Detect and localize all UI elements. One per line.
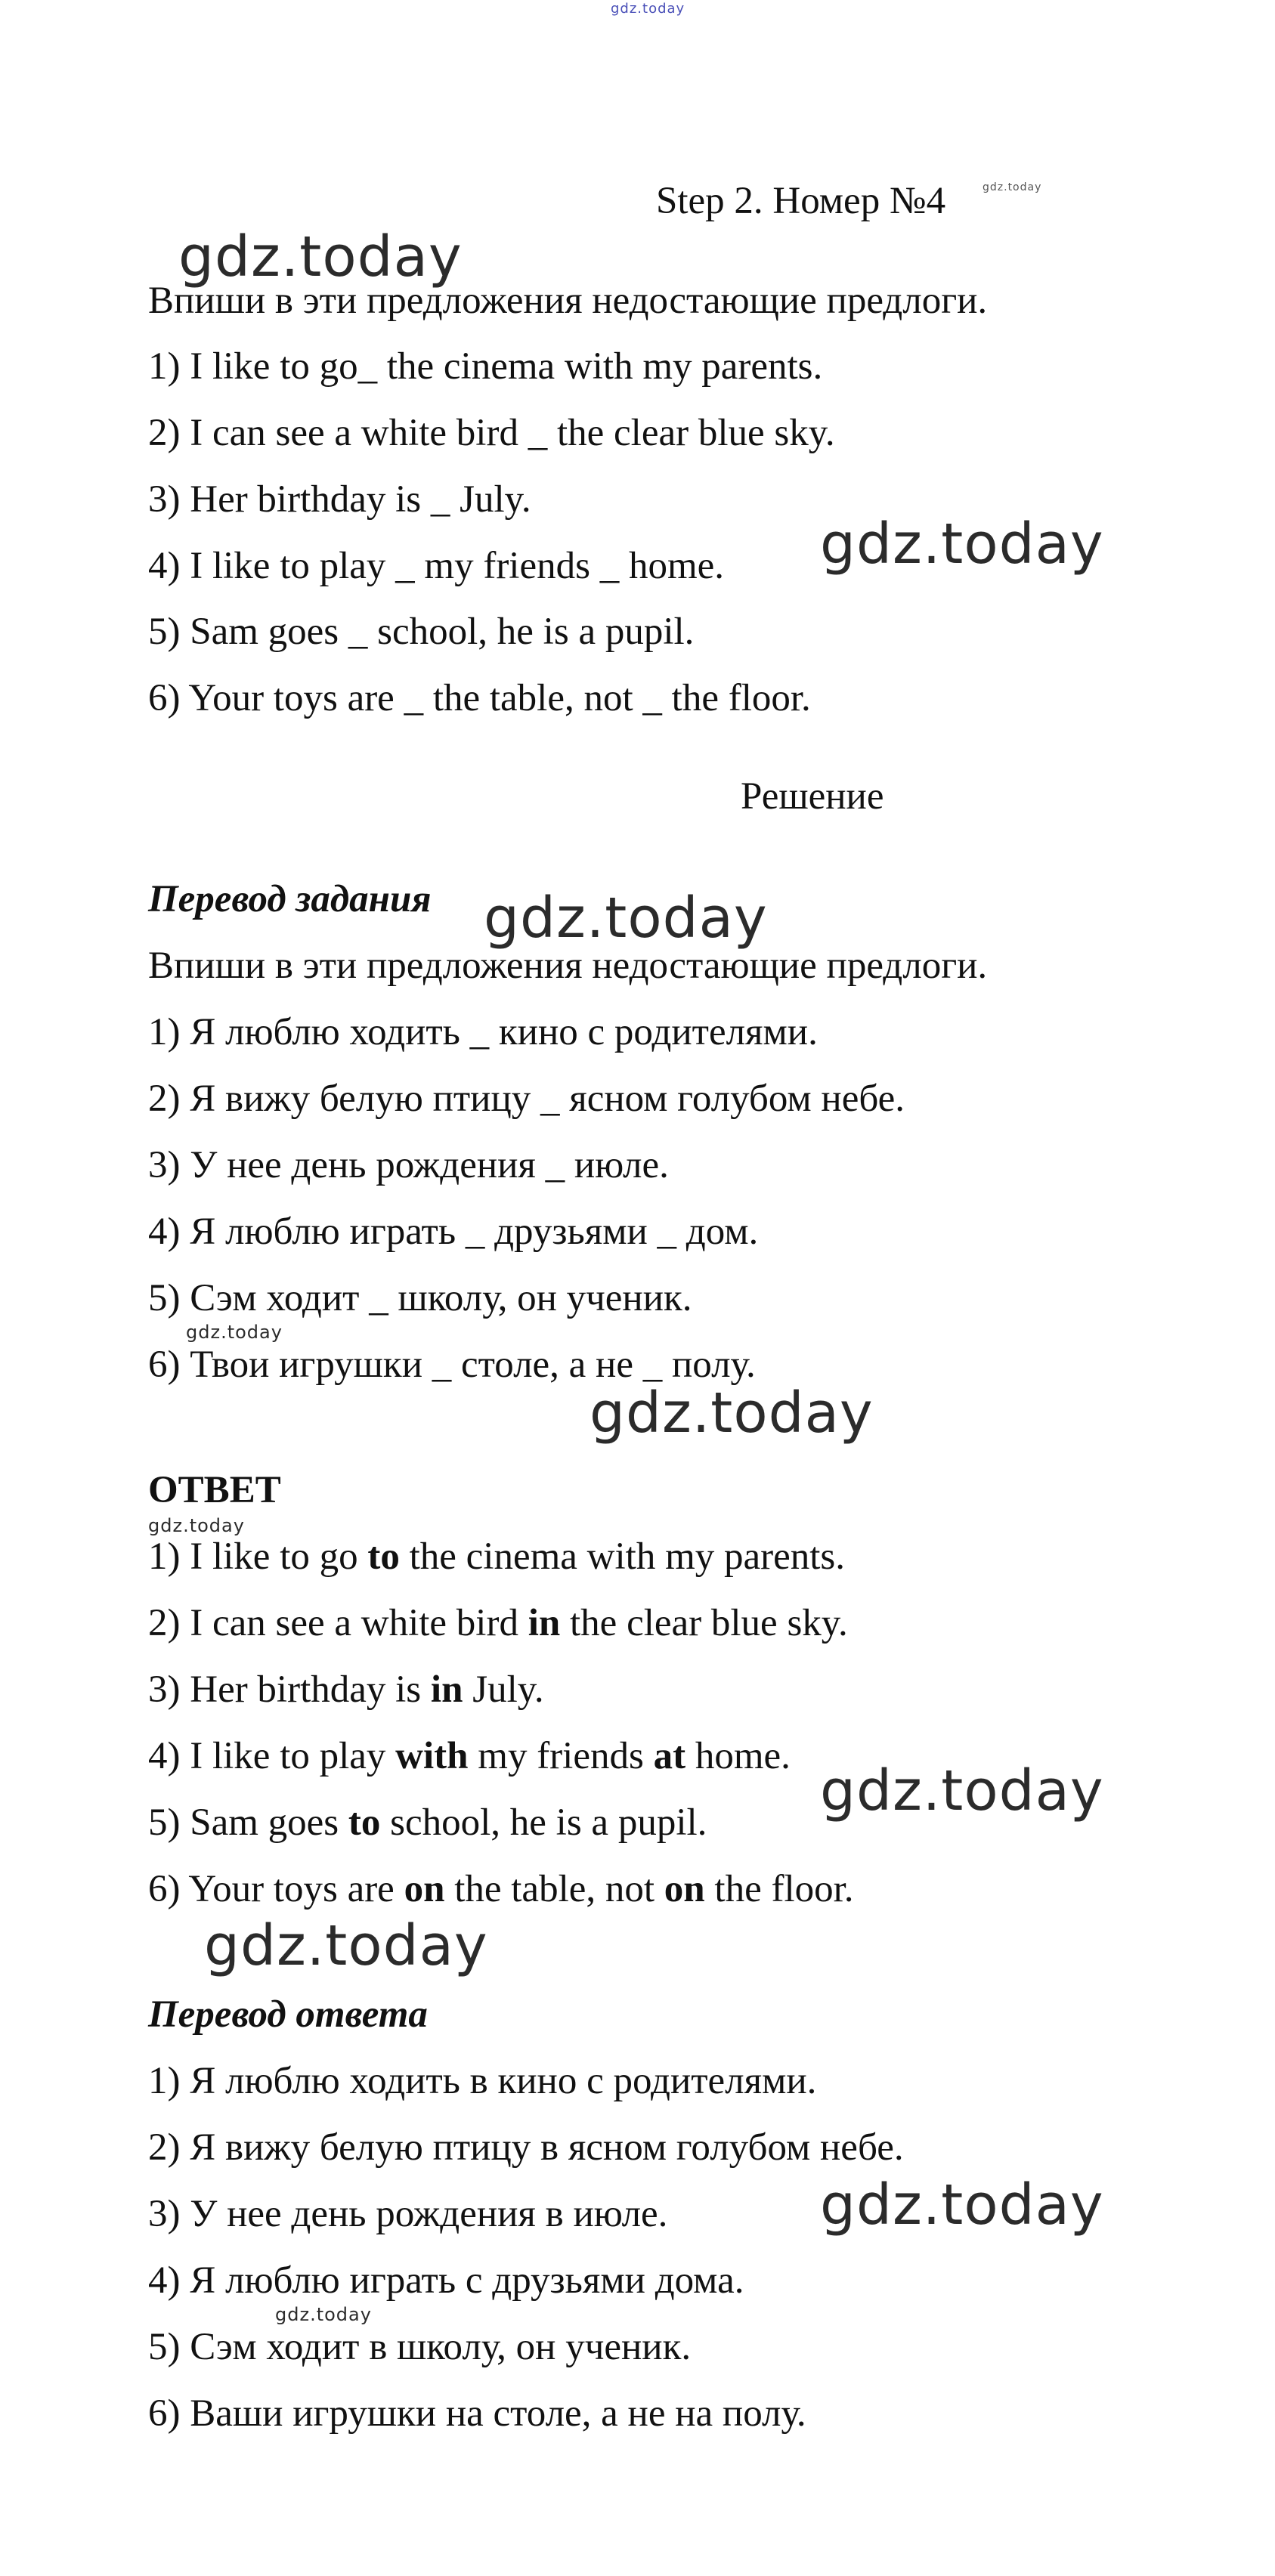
answer-text: school, he is a pupil. [380, 1801, 707, 1844]
answer-text: 4) I like to play [148, 1735, 396, 1777]
translation-item: 4) Я люблю играть _ друзьями _ дом. [148, 1211, 759, 1253]
watermark-small: gdz.today [186, 1322, 283, 1343]
watermark-small: gdz.today [148, 1515, 245, 1536]
task-instruction: Впиши в эти предложения недостающие предлоги. [148, 280, 988, 322]
answer-text: 5) Sam goes [148, 1801, 348, 1844]
answer-item [148, 1733, 791, 1779]
answer-item [148, 1800, 707, 1845]
page-title: Step 2. Номер №4 [656, 180, 946, 222]
task-item: 6) Your toys are _ the table, not _ the floor. [148, 677, 811, 719]
watermark-title: gdz.today [983, 181, 1042, 193]
answer-preposition: on [404, 1868, 445, 1910]
translation-heading: Перевод задания [148, 878, 432, 920]
answer-text: my friends [468, 1735, 654, 1777]
solution-label: Решение [741, 775, 884, 818]
answer-preposition: to [367, 1535, 400, 1578]
translation-item: 3) У нее день рождения _ июле. [148, 1144, 669, 1186]
answer-text: 3) Her birthday is [148, 1668, 431, 1711]
watermark-large: gdz.today [204, 1913, 488, 1978]
watermark-large: gdz.today [178, 224, 463, 289]
translation-item: 2) Я вижу белую птицу _ ясном голубом небе. [148, 1078, 905, 1120]
answer-translation-item: 6) Ваши игрушки на столе, а не на полу. [148, 2392, 806, 2435]
answer-preposition: at [653, 1735, 686, 1777]
translation-item: 1) Я люблю ходить _ кино с родителями. [148, 1011, 818, 1053]
translation-instruction: Впиши в эти предложения недостающие предлоги. [148, 945, 988, 987]
answer-text: 1) I like to go [148, 1535, 368, 1578]
answer-text: the cinema with my parents. [399, 1535, 846, 1578]
answer-preposition: with [395, 1735, 469, 1777]
answer-translation-item: 1) Я люблю ходить в кино с родителями. [148, 2060, 817, 2102]
answer-translation-item: 5) Сэм ходит в школу, он ученик. [148, 2326, 692, 2368]
task-item: 1) I like to go_ the cinema with my parents. [148, 345, 823, 388]
answer-text: July. [463, 1668, 544, 1711]
task-item: 3) Her birthday is _ July. [148, 478, 531, 521]
answer-item [148, 1866, 854, 1912]
answer-text: home. [685, 1735, 791, 1777]
answer-text: 2) I can see a white bird [148, 1602, 528, 1644]
watermark-large: gdz.today [820, 2172, 1104, 2237]
answer-preposition: in [528, 1602, 561, 1644]
answer-text: 6) Your toys are [148, 1868, 404, 1910]
answer-text: the clear blue sky. [560, 1602, 848, 1644]
answer-translation-item: 2) Я вижу белую птицу в ясном голубом небе. [148, 2126, 904, 2169]
answer-text: the floor. [704, 1868, 854, 1910]
answer-preposition: in [430, 1668, 463, 1711]
answer-translation-item: 3) У нее день рождения в июле. [148, 2193, 668, 2235]
answer-translation-item: 4) Я люблю играть с друзьями дома. [148, 2259, 744, 2302]
answer-preposition: on [664, 1868, 705, 1910]
task-item: 5) Sam goes _ school, he is a pupil. [148, 611, 695, 653]
watermark-small: gdz.today [275, 2304, 372, 2325]
answer-item [148, 1667, 544, 1712]
task-item: 4) I like to play _ my friends _ home. [148, 545, 725, 587]
answer-translation-heading: Перевод ответа [148, 1993, 428, 2036]
task-item: 2) I can see a white bird _ the clear blue sky. [148, 412, 835, 454]
answer-preposition: to [348, 1801, 381, 1844]
watermark-large: gdz.today [484, 886, 768, 951]
watermark-top: gdz.today [611, 1, 685, 17]
watermark-large: gdz.today [590, 1381, 874, 1446]
translation-item: 5) Сэм ходит _ школу, он ученик. [148, 1277, 692, 1319]
translation-item: 6) Твои игрушки _ столе, а не _ полу. [148, 1344, 756, 1386]
answer-text: the table, not [444, 1868, 664, 1910]
answer-heading: ОТВЕТ [148, 1469, 281, 1511]
watermark-large: gdz.today [820, 512, 1104, 577]
answer-item [148, 1600, 848, 1646]
watermark-large: gdz.today [820, 1758, 1104, 1823]
answer-item [148, 1534, 845, 1579]
